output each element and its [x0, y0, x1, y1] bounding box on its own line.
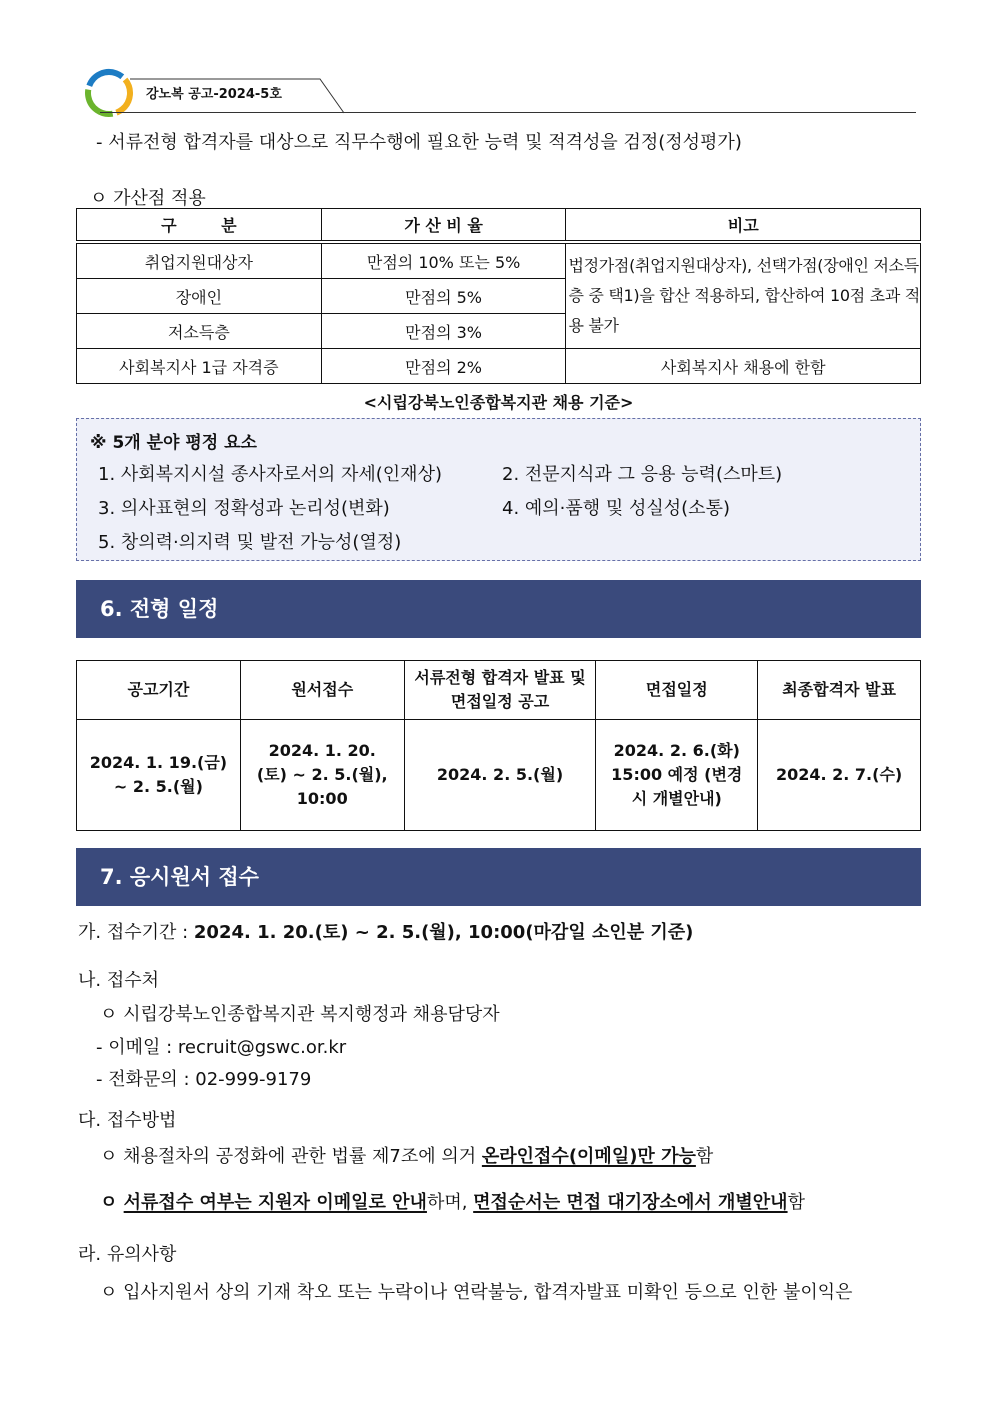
period-line [78, 918, 693, 944]
schedule-col-announce: 공고기간 [77, 661, 241, 720]
period-value: 2024. 1. 20.(토) ~ 2. 5.(월), 10:00(마감일 소인분 기준) [193, 922, 694, 943]
table-row [77, 242, 921, 279]
method1-emphasis: 온라인접수(이메일)만 가능 [481, 1146, 696, 1167]
organization-logo [84, 68, 134, 118]
contact-email: - 이메일 : recruit@gswc.or.kr [96, 1037, 347, 1058]
notes-heading: 라. 유의사항 [78, 1244, 177, 1265]
bonus-heading: ㅇ 가산점 적용 [90, 188, 206, 209]
contact-phone: - 전화문의 : 02-999-9179 [96, 1069, 312, 1090]
bonus-rate: 만점의 5% [321, 279, 566, 314]
method2-suffix: 함 [787, 1192, 805, 1213]
header-tab-outline [130, 78, 346, 114]
method-heading: 다. 접수방법 [78, 1110, 177, 1131]
bonus-table [76, 208, 921, 384]
notes-line: ㅇ 입사지원서 상의 기재 착오 또는 누락이나 연락불능, 합격자발표 미확인 등으로 인한 불이익은 [100, 1282, 853, 1303]
method1-suffix: 함 [695, 1146, 714, 1167]
evaluation-item: 4. 예의·품행 및 성실성(소통) [502, 498, 730, 519]
schedule-interview-date: 2024. 2. 6.(화) 15:00 예정 (변경시 개별안내) [596, 720, 758, 831]
table-row [77, 349, 921, 384]
bonus-category: 사회복지사 1급 자격증 [77, 349, 322, 384]
bonus-rate: 만점의 3% [321, 314, 566, 349]
method2-mid: 하며, [426, 1192, 474, 1213]
bonus-category: 저소득층 [77, 314, 322, 349]
method-line-1 [100, 1142, 713, 1168]
evaluation-item: 2. 전문지식과 그 응용 능력(스마트) [502, 464, 783, 485]
method1-prefix: ㅇ 채용절차의 공정화에 관한 법률 제7조에 의거 [100, 1146, 482, 1167]
schedule-final-date: 2024. 2. 7.(수) [758, 720, 921, 831]
doc-number: 강노복 공고-2024-5호 [146, 87, 282, 102]
place-org: ㅇ 시립강북노인종합복지관 복지행정과 채용담당자 [100, 1004, 500, 1025]
bonus-category: 장애인 [77, 279, 322, 314]
bonus-col-note: 비고 [566, 209, 921, 243]
schedule-table [76, 660, 921, 831]
schedule-col-final: 최종합격자 발표 [758, 661, 921, 720]
evaluation-item: 1. 사회복지시설 종사자로서의 자세(인재상) [98, 464, 442, 485]
place-heading: 나. 접수처 [78, 970, 159, 991]
bonus-rate: 만점의 2% [321, 349, 566, 384]
evaluation-item: 3. 의사표현의 정확성과 논리성(변화) [98, 498, 390, 519]
bonus-col-category: 구 분 [77, 209, 322, 243]
method2-emphasis-2: 면접순서는 면접 대기장소에서 개별안내 [473, 1192, 788, 1213]
bonus-category: 취업지원대상자 [77, 242, 322, 279]
header-divider [100, 112, 916, 113]
method-line-2 [100, 1188, 805, 1214]
evaluation-item: 5. 창의력·의지력 및 발전 가능성(열정) [98, 532, 402, 553]
method2-emphasis-1: 서류접수 여부는 지원자 이메일로 안내 [123, 1192, 427, 1213]
section-7-title: 7. 응시원서 접수 [76, 848, 921, 906]
section-6-title: 6. 전형 일정 [76, 580, 921, 638]
table-row [77, 720, 921, 831]
bonus-merged-note: 법정가점(취업지원대상자), 선택가점(장애인 저소득층 중 택1)을 합산 적용하되, 합산하여 10점 초과 적용 불가 [566, 242, 921, 349]
intro-line: - 서류전형 합격자를 대상으로 직무수행에 필요한 능력 및 적격성을 검정(정성평가) [96, 132, 742, 153]
schedule-col-document-result: 서류전형 합격자 발표 및 면접일정 공고 [404, 661, 596, 720]
schedule-col-interview: 면접일정 [596, 661, 758, 720]
schedule-announce-period: 2024. 1. 19.(금) ~ 2. 5.(월) [77, 720, 241, 831]
schedule-col-application: 원서접수 [240, 661, 404, 720]
bonus-note: 사회복지사 채용에 한함 [566, 349, 921, 384]
bonus-caption: <시립강북노인종합복지관 채용 기준> [363, 393, 634, 412]
bonus-col-rate: 가 산 비 율 [321, 209, 566, 243]
evaluation-title: ※ 5개 분야 평정 요소 [90, 433, 257, 453]
schedule-document-result-date: 2024. 2. 5.(월) [404, 720, 596, 831]
method2-bullet: ㅇ [100, 1192, 124, 1213]
schedule-application-period: 2024. 1. 20.(토) ~ 2. 5.(월), 10:00 [240, 720, 404, 831]
period-label: 가. 접수기간 : [78, 922, 194, 943]
bonus-rate: 만점의 10% 또는 5% [321, 242, 566, 279]
